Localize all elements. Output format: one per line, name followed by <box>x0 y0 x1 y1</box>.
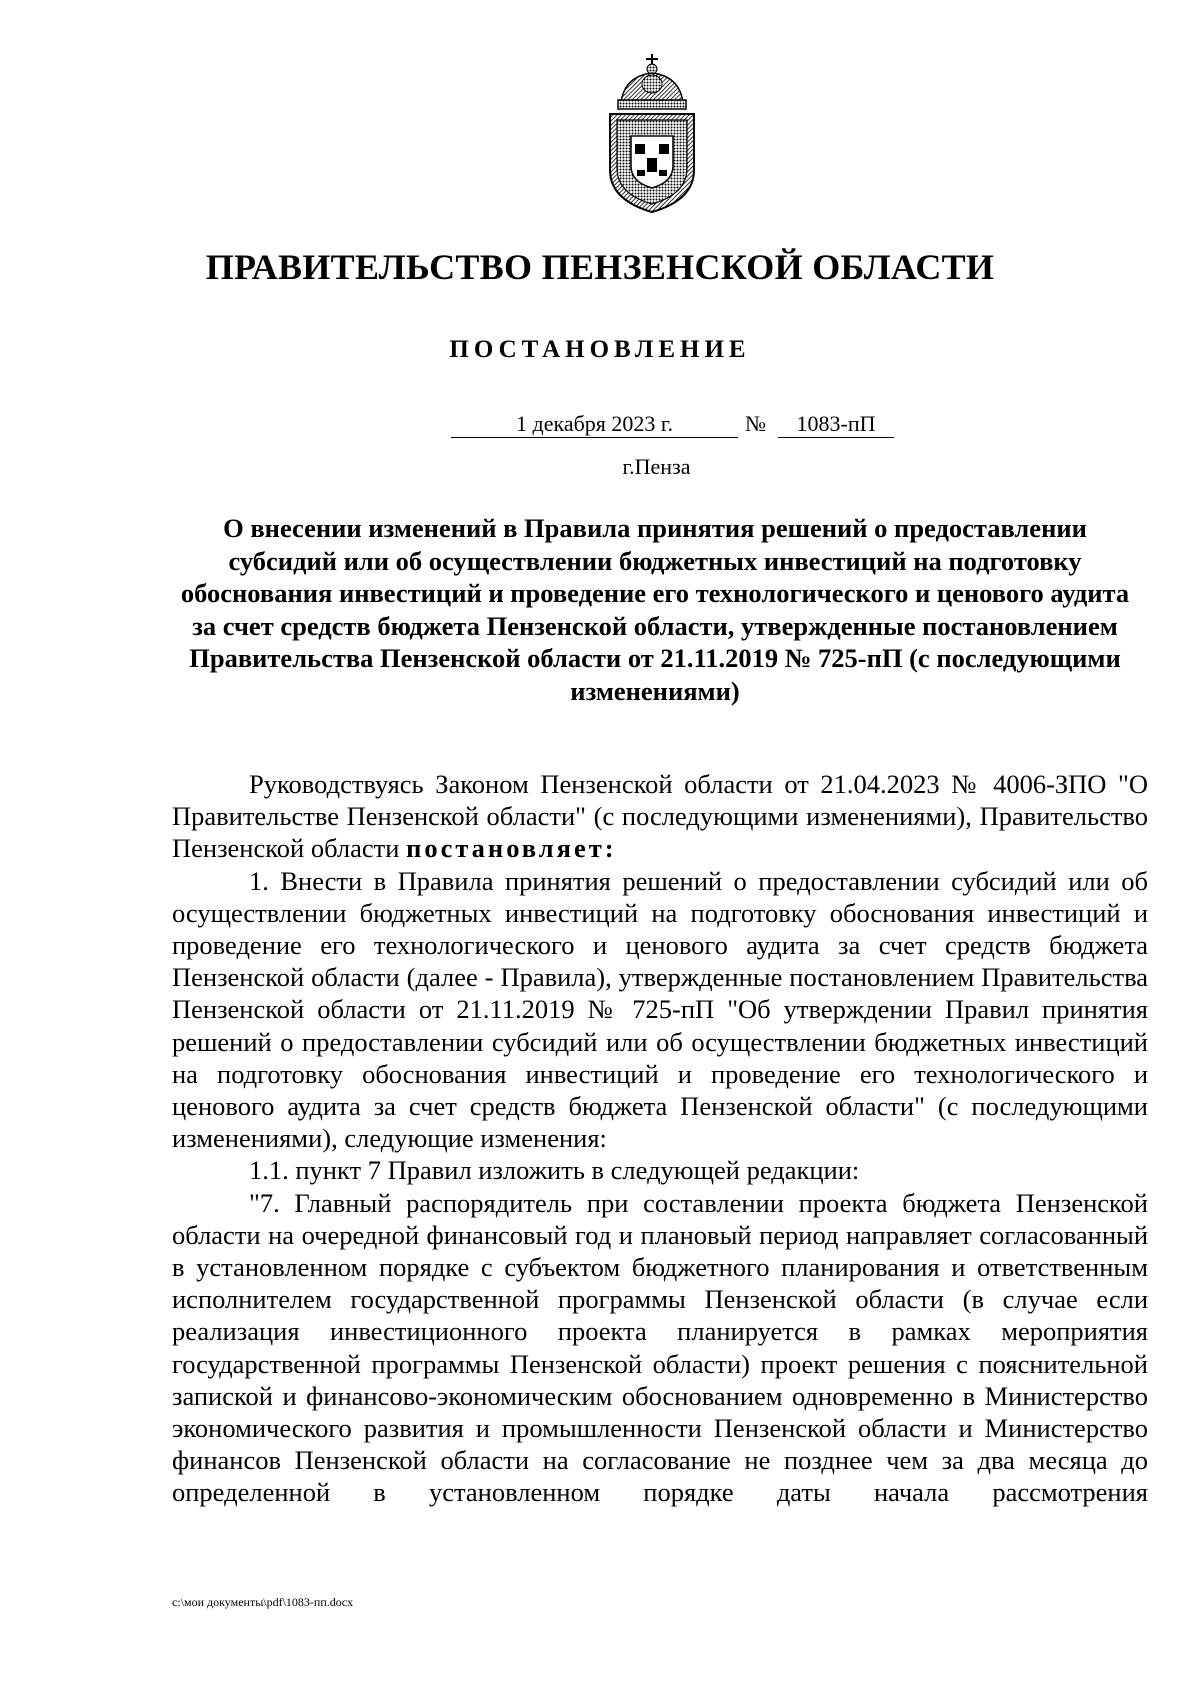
document-body <box>172 768 1148 1509</box>
document-type: ПОСТАНОВЛЕНИЕ <box>449 336 751 363</box>
item-1: 1. Внести в Правила принятия решений о предоставлении субсидий или об осуществлении бюджетных инвестиций на подготовку обоснования инвестиций и проведение его технологического и ценового аудита за счет средств бюджета Пензенской области (далее - Правила), утвержденные постановлением Правительства Пензенской области от 21.11.2019 № 725-пП "Об утверждении Правил принятия решений о предоставлении субсидий или об осуществлении бюджетных инвестиций на подготовку обоснования инвестиций и проведение его технологического и ценового аудита за счет средств бюджета Пензенской области" (с последующими изменениями), следующие изменения: <box>172 865 1148 1154</box>
number-sign: № <box>745 411 766 436</box>
decrees-word: постановляет: <box>406 833 617 864</box>
document-title: О внесении изменений в Правила принятия решений о предоставлении субсидий или об осуществлении бюджетных инвестиций на подготовку обоснования инвестиций и проведение его технологического и ценового аудита за счет средств бюджета Пензенской области, утвержденные постановлением Правительства Пензенской области от 21.11.2019 № 725-пП (с последующими изменениями) <box>180 513 1130 706</box>
item-1-1: 1.1. пункт 7 Правил изложить в следующей редакции: <box>249 1155 860 1186</box>
intro-paragraph <box>172 768 1148 865</box>
penza-coat-of-arms-icon <box>601 54 703 216</box>
quote-item-7: "7. Главный распорядитель при составлении проекта бюджета Пензенской области на очередной финансовый год и плановый период направляет согласованный в установленном порядке с субъектом бюджетного планирования и ответственным исполнителем государственной программы Пензенской области (в случае если реализация инвестиционного проекта планируется в рамках мероприятия государственной программы Пензенской области) проект решения с пояснительной запиской и финансово-экономическим обоснованием одновременно в Министерство экономического развития и промышленности Пензенской области и Министерство финансов Пензенской области на согласование не позднее чем за два месяца до определенной в установленном порядке даты начала рассмотрения <box>172 1187 1148 1508</box>
intro-text: Руководствуясь Законом Пензенской области от 21.04.2023 № 4006-ЗПО "О Правительстве Пензенской области" (с последующими изменениями), Правительство Пензенской области <box>172 769 1148 864</box>
decree-date: 1 декабря 2023 г. <box>451 411 738 438</box>
decree-number: 1083-пП <box>778 411 894 438</box>
government-name: ПРАВИТЕЛЬСТВО ПЕНЗЕНСКОЙ ОБЛАСТИ <box>205 247 995 287</box>
file-path: c:\мои документы\pdf\1083-пп.docx <box>172 1595 354 1609</box>
city: г.Пенза <box>622 454 691 479</box>
